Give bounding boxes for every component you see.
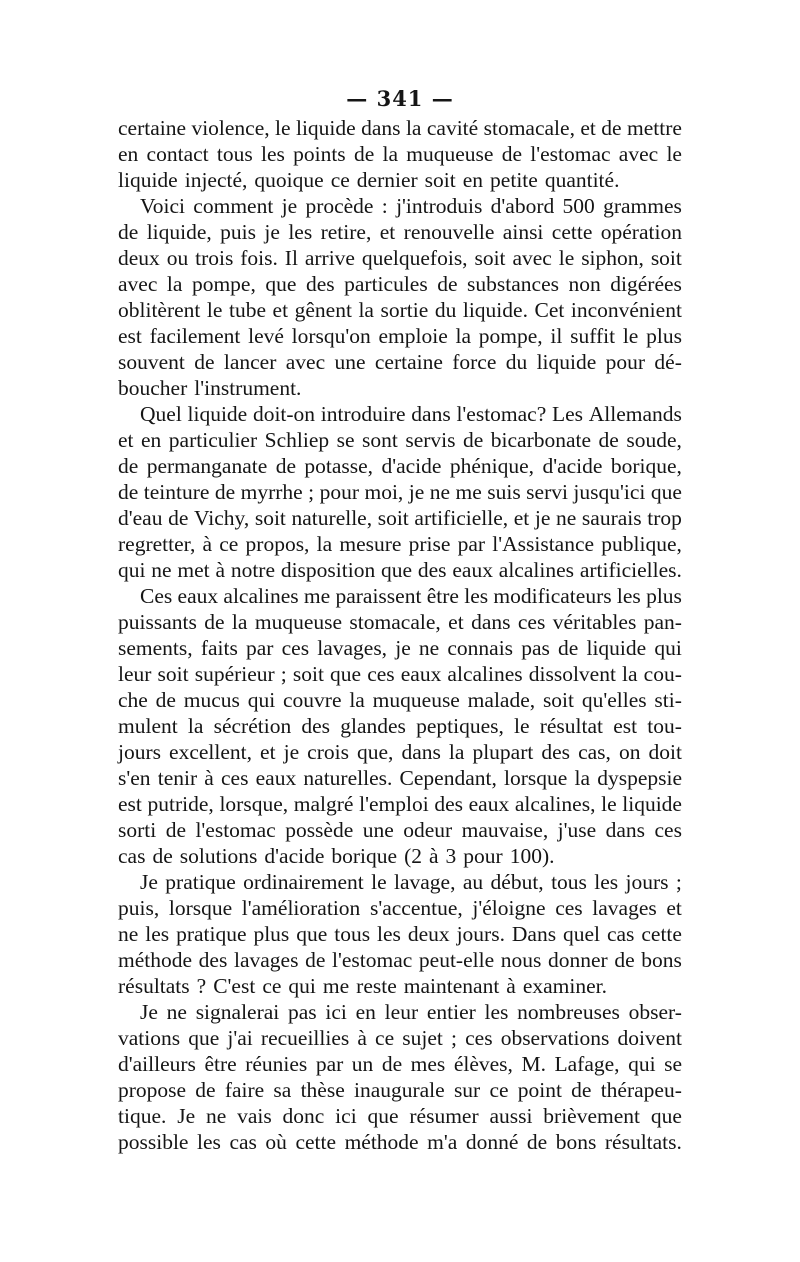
- text-line: puis, lorsque l'amélioration s'accentue, j'éloigne ces lavages et: [118, 896, 682, 920]
- text-line: jours excellent, et je crois que, dans la plupart des cas, on doit: [118, 740, 682, 764]
- body-text: [118, 115, 682, 1155]
- text-line: Quel liquide doit-on introduire dans l'estomac? Les Allemands: [140, 402, 682, 426]
- text-line: de teinture de myrrhe ; pour moi, je ne me suis servi jusqu'ici que: [118, 480, 682, 504]
- text-line: cas de solutions d'acide borique (2 à 3 pour 100).: [118, 844, 555, 868]
- text-line: sorti de l'estomac possède une odeur mauvaise, j'use dans ces: [118, 818, 682, 842]
- text-line: boucher l'instrument.: [118, 376, 302, 400]
- text-line: Ces eaux alcalines me paraissent être les modificateurs les plus: [140, 584, 682, 608]
- text-line: regretter, à ce propos, la mesure prise par l'Assistance publique,: [118, 532, 682, 556]
- text-line: ne les pratique plus que tous les deux jours. Dans quel cas cette: [118, 922, 682, 946]
- text-line: résultats ? C'est ce qui me reste maintenant à examiner.: [118, 974, 608, 998]
- text-line: oblitèrent le tube et gênent la sortie du liquide. Cet inconvénient: [118, 298, 682, 322]
- text-line: d'eau de Vichy, soit naturelle, soit artificielle, et je ne saurais trop: [118, 506, 682, 530]
- text-line: Voici comment je procède : j'introduis d'abord 500 grammes: [140, 194, 682, 218]
- text-line: et en particulier Schliep se sont servis de bicarbonate de soude,: [118, 428, 682, 452]
- text-line: deux ou trois fois. Il arrive quelquefois, soit avec le siphon, soit: [118, 246, 682, 270]
- text-line: est facilement levé lorsqu'on emploie la pompe, il suffit le plus: [118, 324, 682, 348]
- text-line: en contact tous les points de la muqueuse de l'estomac avec le: [118, 142, 682, 166]
- text-line: sements, faits par ces lavages, je ne connais pas de liquide qui: [118, 636, 682, 660]
- text-line: qui ne met à notre disposition que des eaux alcalines artificielles.: [118, 558, 682, 582]
- text-line: mulent la sécrétion des glandes peptiques, le résultat est tou-: [118, 714, 682, 738]
- text-line: d'ailleurs être réunies par un de mes élèves, M. Lafage, qui se: [118, 1052, 682, 1076]
- text-line: vations que j'ai recueillies à ce sujet ; ces observations doivent: [118, 1026, 682, 1050]
- text-line: Je pratique ordinairement le lavage, au début, tous les jours ;: [140, 870, 682, 894]
- text-line: Je ne signalerai pas ici en leur entier les nombreuses obser-: [140, 1000, 682, 1024]
- text-line: avec la pompe, que des particules de substances non digérées: [118, 272, 682, 296]
- text-line: liquide injecté, quoique ce dernier soit en petite quantité.: [118, 168, 620, 192]
- text-line: s'en tenir à ces eaux naturelles. Cependant, lorsque la dyspepsie: [118, 766, 682, 790]
- text-line: certaine violence, le liquide dans la cavité stomacale, et de mettre: [118, 116, 682, 140]
- text-line: possible les cas où cette méthode m'a donné de bons résultats.: [118, 1130, 682, 1154]
- page-number: — 341 —: [346, 86, 454, 111]
- text-line: leur soit supérieur ; soit que ces eaux alcalines dissolvent la cou-: [118, 662, 682, 686]
- text-line: de permanganate de potasse, d'acide phénique, d'acide borique,: [118, 454, 682, 478]
- text-line: puissants de la muqueuse stomacale, et dans ces véritables pan-: [118, 610, 682, 634]
- text-line: tique. Je ne vais donc ici que résumer aussi brièvement que: [118, 1104, 682, 1128]
- text-line: de liquide, puis je les retire, et renouvelle ainsi cette opération: [118, 220, 682, 244]
- text-line: che de mucus qui couvre la muqueuse malade, soit qu'elles sti-: [118, 688, 682, 712]
- text-line: propose de faire sa thèse inaugurale sur ce point de thérapeu-: [118, 1078, 682, 1102]
- text-line: souvent de lancer avec une certaine force du liquide pour dé-: [118, 350, 682, 374]
- text-line: est putride, lorsque, malgré l'emploi des eaux alcalines, le liquide: [118, 792, 682, 816]
- text-line: méthode des lavages de l'estomac peut-elle nous donner de bons: [118, 948, 682, 972]
